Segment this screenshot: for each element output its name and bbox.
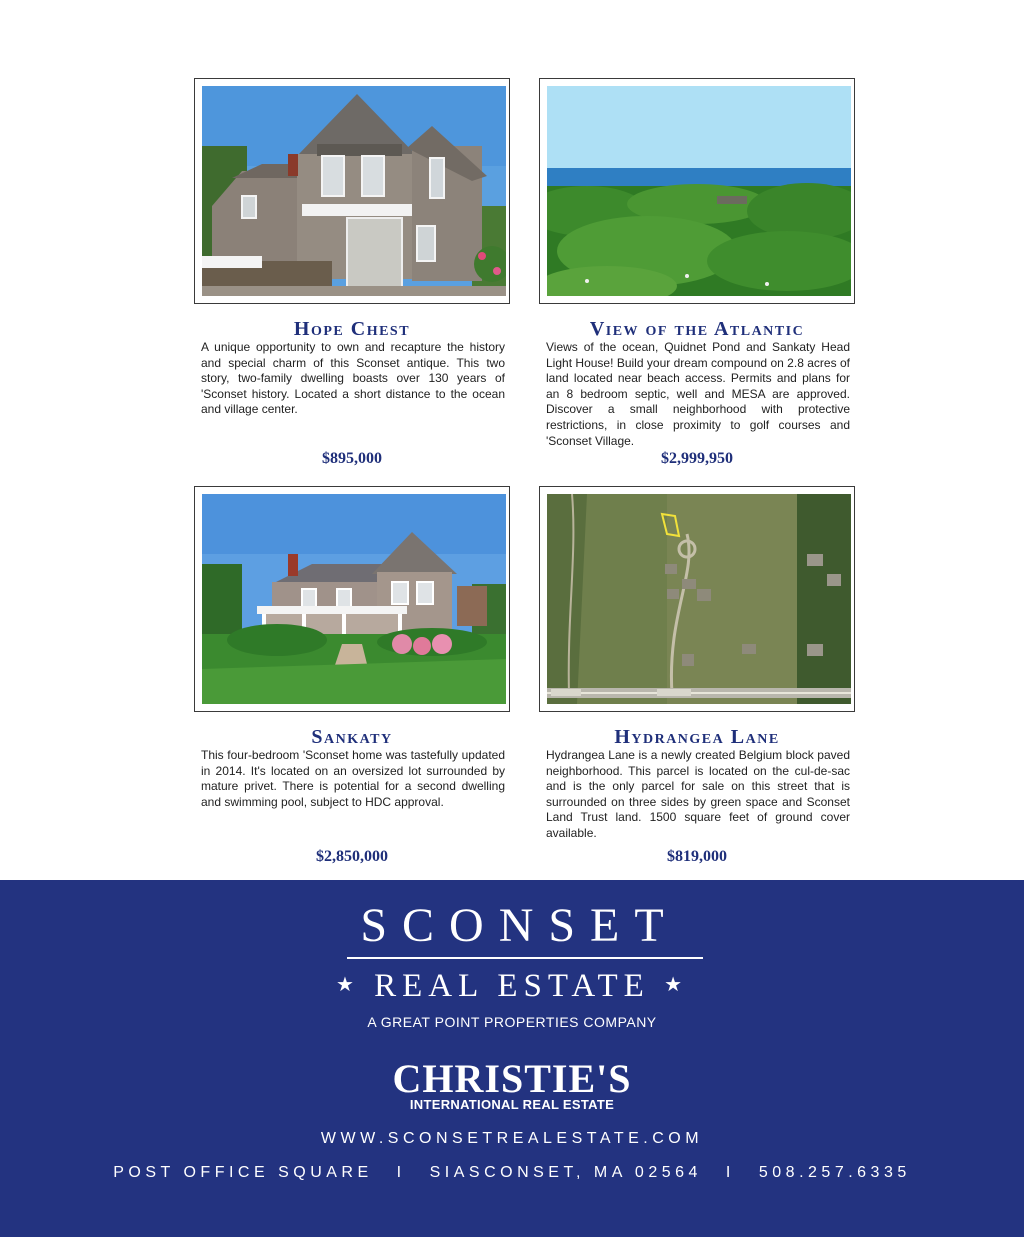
phone-number[interactable]: 508.257.6335 xyxy=(758,1164,911,1181)
listing-price: $895,000 xyxy=(322,450,382,467)
listing-price: $2,999,950 xyxy=(661,450,733,467)
contact-line xyxy=(0,1164,1024,1182)
listing-photo-frame[interactable] xyxy=(539,78,855,304)
listing-photo-frame[interactable] xyxy=(194,78,510,304)
separator: I xyxy=(396,1164,406,1181)
aerial-map-photo[interactable] xyxy=(547,494,851,704)
house-photo-sankaty[interactable] xyxy=(202,494,506,704)
listing-title[interactable]: Hope Chest xyxy=(293,318,411,340)
logo-divider xyxy=(347,957,703,959)
listing-title[interactable]: View of the Atlantic xyxy=(589,318,805,340)
listing-photo-frame[interactable] xyxy=(539,486,855,712)
real-estate-wordmark xyxy=(0,968,1024,1005)
house-photo-hope-chest[interactable] xyxy=(202,86,506,296)
address-city: SIASCONSET, MA 02564 xyxy=(429,1164,702,1181)
listing-price: $2,850,000 xyxy=(316,848,388,865)
listing-title[interactable]: Sankaty xyxy=(311,726,393,748)
listing-title[interactable]: Hydrangea Lane xyxy=(614,726,780,748)
listing-price: $819,000 xyxy=(667,848,727,865)
listing-description: A unique opportunity to own and recapture the history and special charm of this Sconset antique. This two story, two-family dwelling boasts over 130 years of 'Sconset history. Located a short distance to the ocean and village center. xyxy=(201,340,505,417)
ocean-view-photo[interactable] xyxy=(547,86,851,296)
listing-description: This four-bedroom 'Sconset home was tastefully updated in 2014. It's located on an oversized lot surrounded by mature privet. There is potential for a second dwelling and swimming pool, subject to HDC approval. xyxy=(201,748,505,809)
brand-footer xyxy=(0,880,1024,1237)
real-estate-label: REAL ESTATE xyxy=(374,968,650,1004)
christies-subtitle: INTERNATIONAL REAL ESTATE xyxy=(409,1097,615,1112)
star-icon: ★ xyxy=(335,974,360,996)
separator: I xyxy=(725,1164,735,1181)
christies-logo[interactable]: CHRISTIE'S xyxy=(392,1056,632,1101)
star-icon: ★ xyxy=(664,974,689,996)
website-link[interactable]: WWW.SCONSETREALESTATE.COM xyxy=(320,1130,704,1147)
listing-photo-frame[interactable] xyxy=(194,486,510,712)
sconset-logo-wordmark[interactable]: SCONSET xyxy=(360,899,679,952)
address-street: POST OFFICE SQUARE xyxy=(113,1164,373,1181)
company-tagline: A GREAT POINT PROPERTIES COMPANY xyxy=(367,1014,657,1030)
listing-description: Views of the ocean, Quidnet Pond and Sankaty Head Light House! Build your dream compound on 2.8 acres of land located near beach access. Permits and plans for an 8 bedroom septic, well and MESA are approved. Discover a small neighborhood with protective restrictions, in close proximity to golf courses and 'Sconset Village. xyxy=(546,340,850,448)
listing-description: Hydrangea Lane is a newly created Belgium block paved neighborhood. This parcel is located on the cul-de-sac and is the only parcel for sale on this street that is surrounded on three sides by green space and Sconset Land Trust land. 1500 square feet of ground cover available. xyxy=(546,748,850,840)
